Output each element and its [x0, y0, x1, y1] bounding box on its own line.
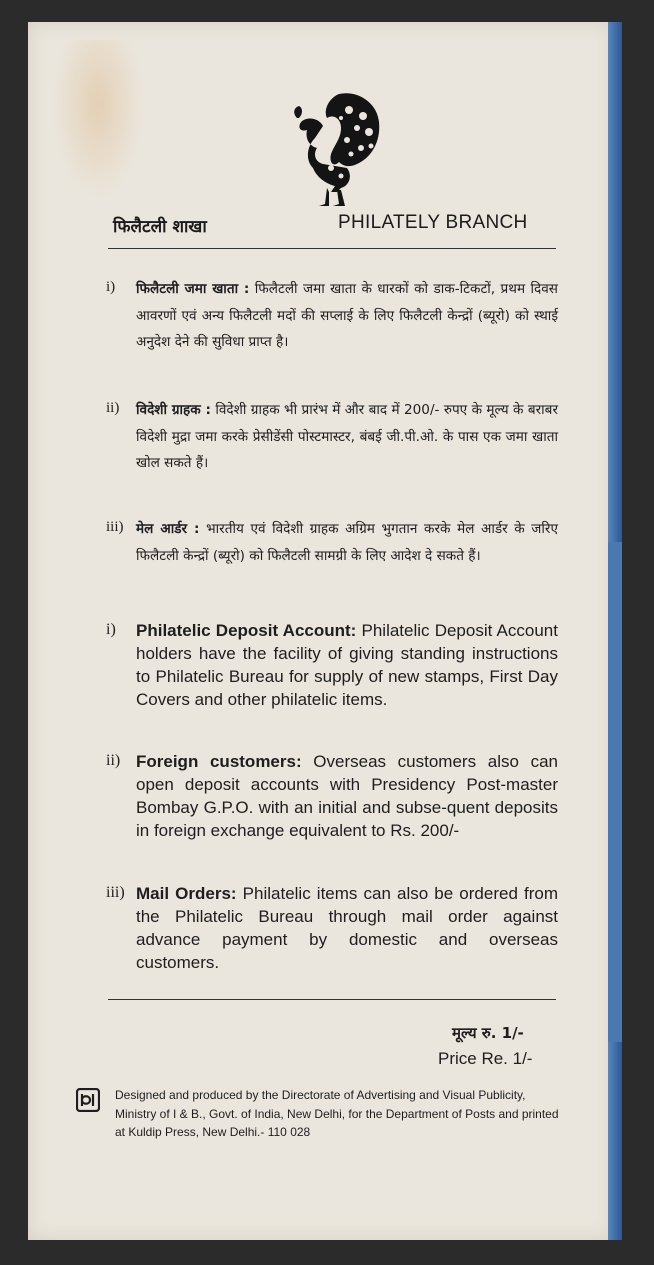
- item-number: iii): [106, 884, 125, 901]
- item-text: फिलैटली जमा खाता के धारकों को डाक-टिकटों, प्रथम दिवस आवरणों एवं अन्य फिलैटली मदों की सप्लाई के लिए फिलैटली केन्द्रों (ब्यूरो) को स्थाई अनुदेश देने की सुविधा प्राप्त है।: [136, 281, 558, 350]
- english-item-2: [106, 750, 558, 842]
- header-title-hindi: फिलैटली शाखा: [113, 217, 207, 237]
- item-lead: Philatelic Deposit Account:: [136, 621, 357, 640]
- header-divider: [108, 248, 556, 249]
- item-text: विदेशी ग्राहक भी प्रारंभ में और बाद में 200/- रुपए के मूल्य के बराबर विदेशी मुद्रा जमा करके प्रेसीडेंसी पोस्टमास्टर, बंबई जी.पी.ओ. के पास एक जमा खाता खोल सकते हैं।: [136, 402, 559, 471]
- price-hindi: मूल्य रु. 1/-: [452, 1024, 524, 1042]
- item-text: Philatelic Deposit Account holders have the facility of giving standing instructions to Philatelic Bureau for supply of new stamps, First Day Covers and other philatelic items.: [136, 621, 558, 709]
- hindi-item-2: [106, 397, 558, 477]
- item-number: ii): [106, 400, 120, 416]
- item-text: Philatelic items can also be ordered from the Philatelic Bureau through mail order against advance payment by domestic and overseas customers.: [136, 884, 558, 972]
- publisher-credit: Designed and produced by the Directorate of Advertising and Visual Publicity, Ministry of I & B., Govt. of India, New Delhi, for the Department of Posts and printed at Kuldip Press, New Delhi.- 110 028: [115, 1088, 559, 1139]
- peacock-emblem-icon: [287, 88, 383, 208]
- english-item-3: [106, 882, 558, 974]
- hindi-item-1: [106, 276, 558, 356]
- dav-logo-icon: [76, 1088, 100, 1112]
- item-lead: फिलैटली जमा खाता :: [136, 281, 250, 297]
- item-lead: विदेशी ग्राहक :: [136, 402, 211, 418]
- item-text: Overseas customers also can open deposit accounts with Presidency Post-master Bombay G.P.O. with an initial and subse-quent deposits in foreign exchange equivalent to Rs. 200/-: [136, 752, 558, 840]
- item-number: i): [106, 621, 116, 638]
- price-english: Price Re. 1/-: [438, 1049, 533, 1068]
- header-title-english: PHILATELY BRANCH: [338, 212, 528, 233]
- footer-divider: [108, 999, 556, 1000]
- item-lead: मेल आर्डर :: [136, 521, 200, 537]
- item-text: भारतीय एवं विदेशी ग्राहक अग्रिम भुगतान करके मेल आर्डर के जरिए फिलैटली केन्द्रों (ब्यूरो) को फिलैटली सामग्री के लिए आदेश दे सकते हैं।: [136, 521, 558, 564]
- english-item-1: [106, 619, 558, 711]
- hindi-item-3: [106, 516, 558, 569]
- item-lead: Foreign customers:: [136, 752, 302, 771]
- item-number: i): [106, 279, 116, 295]
- item-lead: Mail Orders:: [136, 884, 237, 903]
- item-number: ii): [106, 752, 121, 769]
- paper-stain: [52, 40, 144, 200]
- item-number: iii): [106, 519, 124, 535]
- blue-edge-strip: [608, 22, 622, 1240]
